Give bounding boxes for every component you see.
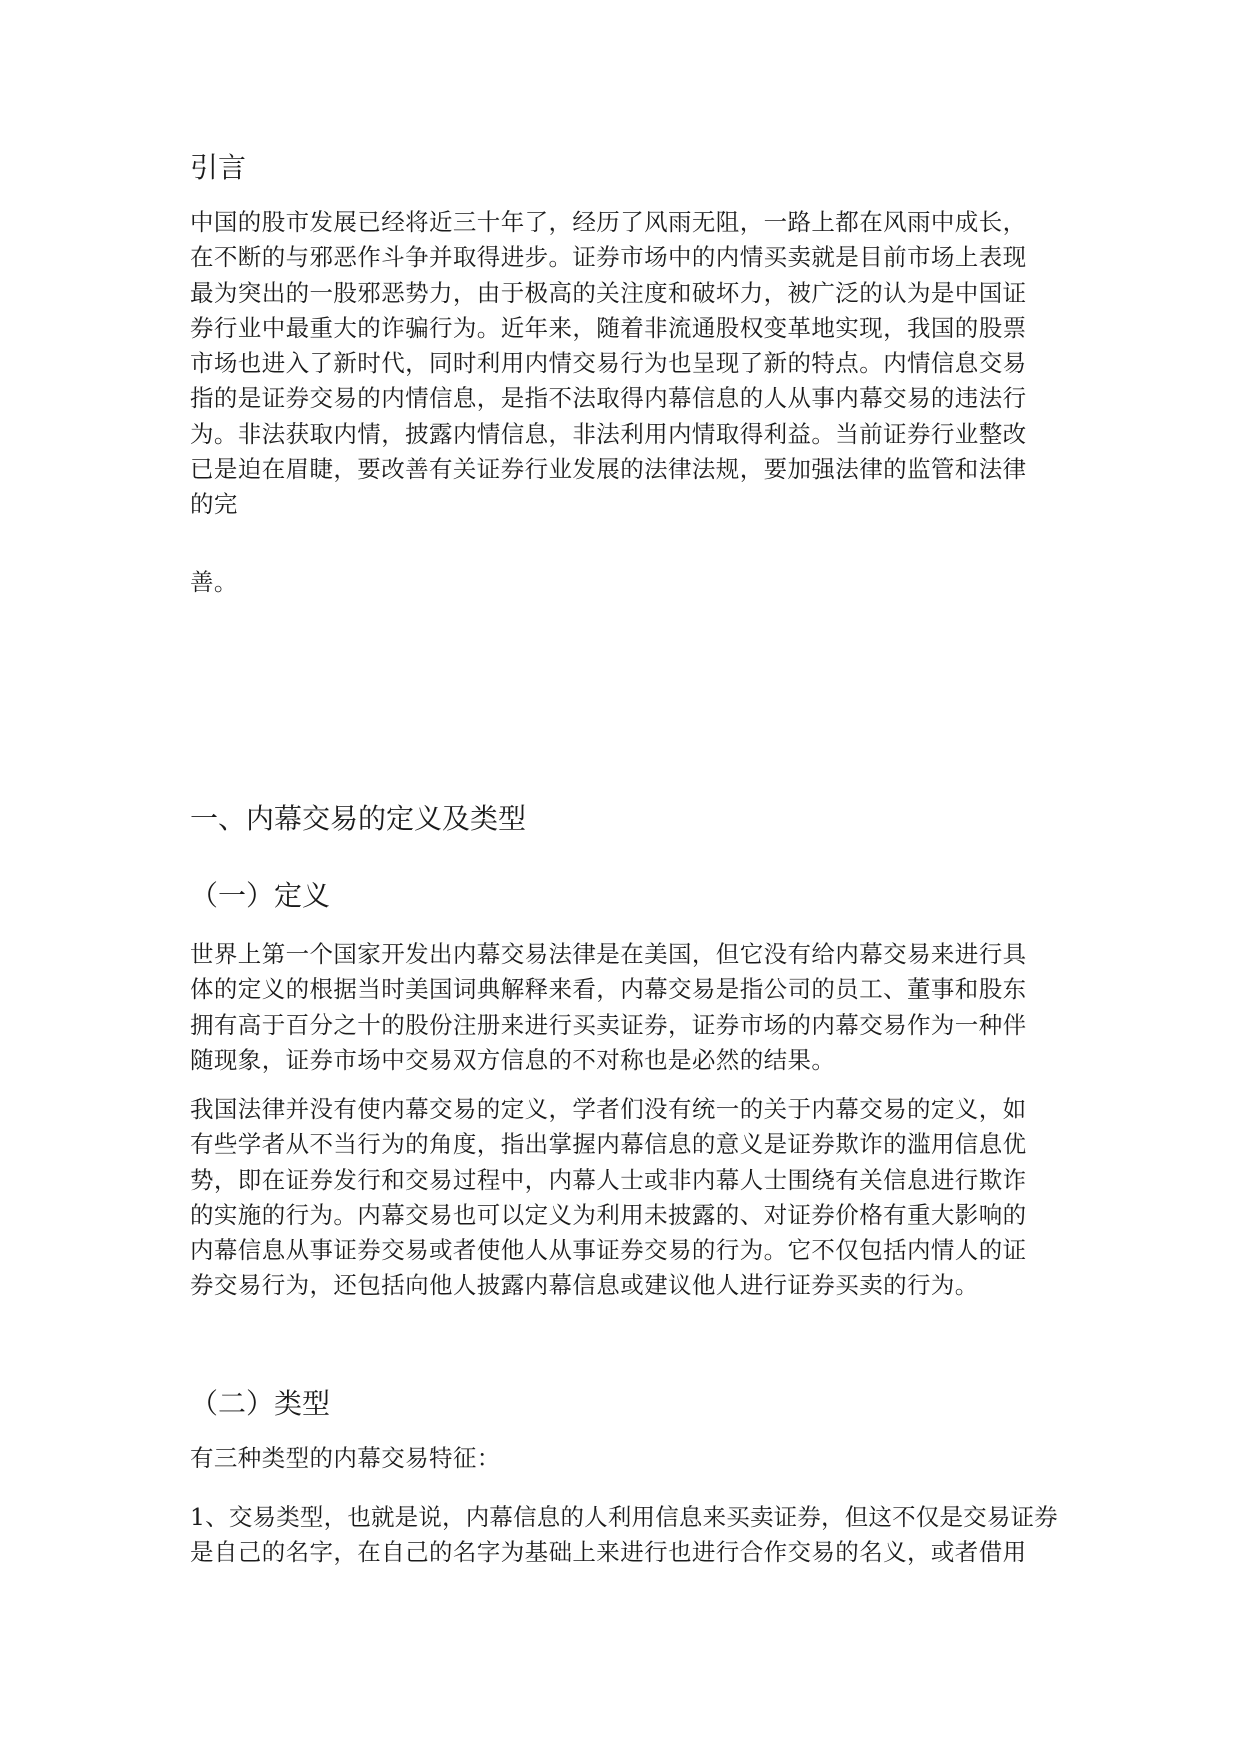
- intro-paragraph-1: [190, 205, 1060, 523]
- text-line: 世界上第一个国家开发出内幕交易法律是在美国，但它没有给内幕交易来进行具: [190, 940, 1027, 968]
- text-line: 券交易行为，还包括向他人披露内幕信息或建议他人进行证券买卖的行为。: [190, 1271, 979, 1300]
- text-line: 为。非法获取内情，披露内情信息，非法利用内情取得利益。当前证券行业整改: [190, 419, 1027, 448]
- text-line: 是自己的名字，在自己的名字为基础上来进行也进行合作交易的名义，或者借用: [190, 1538, 1027, 1567]
- text-line: 指的是证券交易的内情信息，是指不法取得内幕信息的人从事内幕交易的违法行: [190, 384, 1027, 413]
- text-line: 券行业中最重大的诈骗行为。近年来，随着非流通股权变革地实现，我国的股票: [190, 313, 1027, 342]
- text-line: 善。: [190, 568, 238, 596]
- text-line: 最为突出的一股邪恶势力，由于极高的关注度和破坏力，被广泛的认为是中国证: [190, 278, 1027, 307]
- text-line: 中国的股市发展已经将近三十年了，经历了风雨无阻，一路上都在风雨中成长，: [190, 208, 1027, 236]
- text-line: 随现象，证券市场中交易双方信息的不对称也是必然的结果。: [190, 1045, 836, 1074]
- text-line: 我国法律并没有使内幕交易的定义，学者们没有统一的关于内幕交易的定义，如: [190, 1095, 1027, 1123]
- text-line: 内幕信息从事证券交易或者使他人从事证券交易的行为。它不仅包括内情人的证: [190, 1236, 1027, 1265]
- intro-paragraph-2: [190, 565, 1060, 600]
- types-paragraph-1: [190, 1500, 1060, 1571]
- text-line: 已是迫在眉睫，要改善有关证券行业发展的法律法规，要加强法律的监管和法律: [190, 455, 1027, 484]
- subsection-1-heading: （一）定义: [190, 879, 331, 912]
- subsection-2-heading: （二）类型: [190, 1387, 331, 1420]
- text-line: 有三种类型的内幕交易特征：: [190, 1444, 501, 1472]
- types-intro-paragraph: [190, 1441, 1060, 1476]
- definition-paragraph-2: [190, 1092, 1060, 1304]
- definition-paragraph-1: [190, 937, 1060, 1078]
- text-line: 体的定义的根据当时美国词典解释来看，内幕交易是指公司的员工、董事和股东: [190, 975, 1027, 1004]
- text-line: 拥有高于百分之十的股份注册来进行买卖证券，证券市场的内幕交易作为一种伴: [190, 1010, 1027, 1039]
- text-line: 势，即在证券发行和交易过程中，内幕人士或非内幕人士围绕有关信息进行欺诈: [190, 1165, 1027, 1194]
- text-line: 的实施的行为。内幕交易也可以定义为利用未披露的、对证券价格有重大影响的: [190, 1200, 1027, 1229]
- text-line: 有些学者从不当行为的角度，指出掌握内幕信息的意义是证券欺诈的滥用信息优: [190, 1130, 1027, 1159]
- text-line: 在不断的与邪恶作斗争并取得进步。证券市场中的内情买卖就是目前市场上表现: [190, 243, 1027, 272]
- section-1-heading: 一、内幕交易的定义及类型: [190, 802, 527, 835]
- text-line: 市场也进入了新时代，同时利用内情交易行为也呈现了新的特点。内情信息交易: [190, 349, 1027, 378]
- intro-heading: 引言: [190, 151, 247, 184]
- text-line: 1、交易类型，也就是说，内幕信息的人利用信息来买卖证券，但这不仅是交易证券: [190, 1503, 1058, 1531]
- text-line: 的完: [190, 490, 238, 519]
